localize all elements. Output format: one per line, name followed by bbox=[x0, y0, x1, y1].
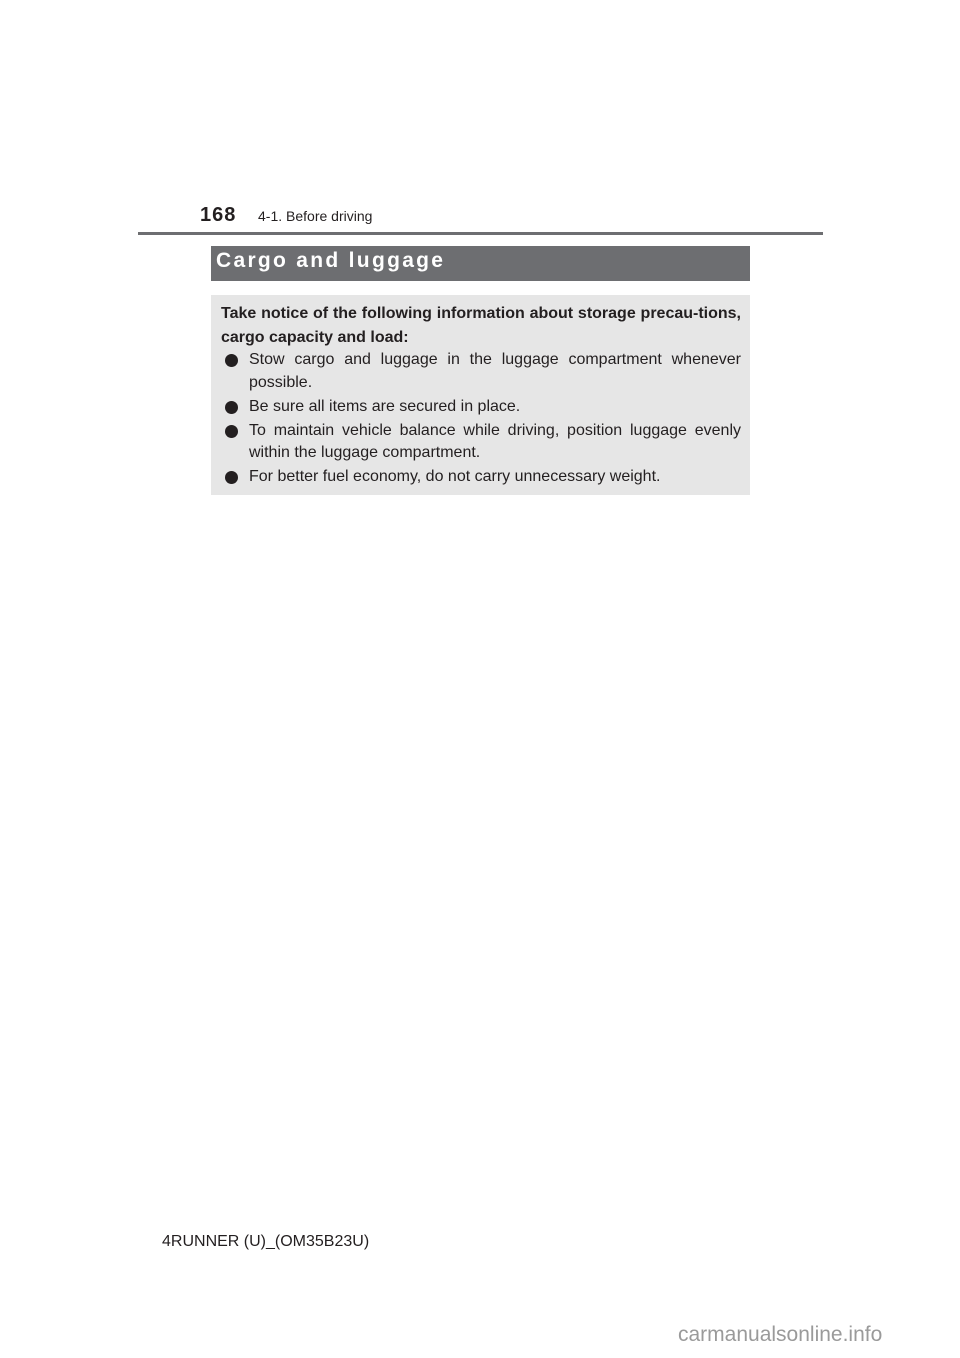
list-item-text: Stow cargo and luggage in the luggage compartment whenever possible. bbox=[249, 351, 741, 391]
section-title-bar bbox=[211, 246, 750, 281]
watermark: carmanualsonline.info bbox=[678, 1323, 883, 1346]
list-item-text: Be sure all items are secured in place. bbox=[249, 397, 521, 415]
bullet-icon bbox=[225, 425, 238, 438]
intro-text: Take notice of the following information about storage precau-tions, cargo capacity and load: bbox=[221, 305, 741, 346]
list-item bbox=[221, 466, 741, 489]
section-label: 4-1. Before driving bbox=[258, 208, 373, 224]
info-box bbox=[211, 295, 750, 495]
bullet-icon bbox=[225, 471, 238, 484]
bullet-icon bbox=[225, 401, 238, 414]
bullet-list bbox=[221, 349, 741, 490]
page-header bbox=[200, 200, 700, 230]
bullet-icon bbox=[225, 354, 238, 367]
list-item bbox=[221, 420, 741, 465]
list-item-text: For better fuel economy, do not carry unnecessary weight. bbox=[249, 468, 661, 485]
header-divider bbox=[138, 232, 823, 235]
section-title: Cargo and luggage bbox=[216, 249, 446, 272]
footer-model-code: 4RUNNER (U)_(OM35B23U) bbox=[162, 1233, 370, 1250]
list-item bbox=[221, 349, 741, 394]
page-number: 168 bbox=[200, 204, 237, 226]
list-item bbox=[221, 396, 741, 419]
list-item-text: To maintain vehicle balance while driving, position luggage evenly within the luggage compartment. bbox=[249, 421, 741, 461]
